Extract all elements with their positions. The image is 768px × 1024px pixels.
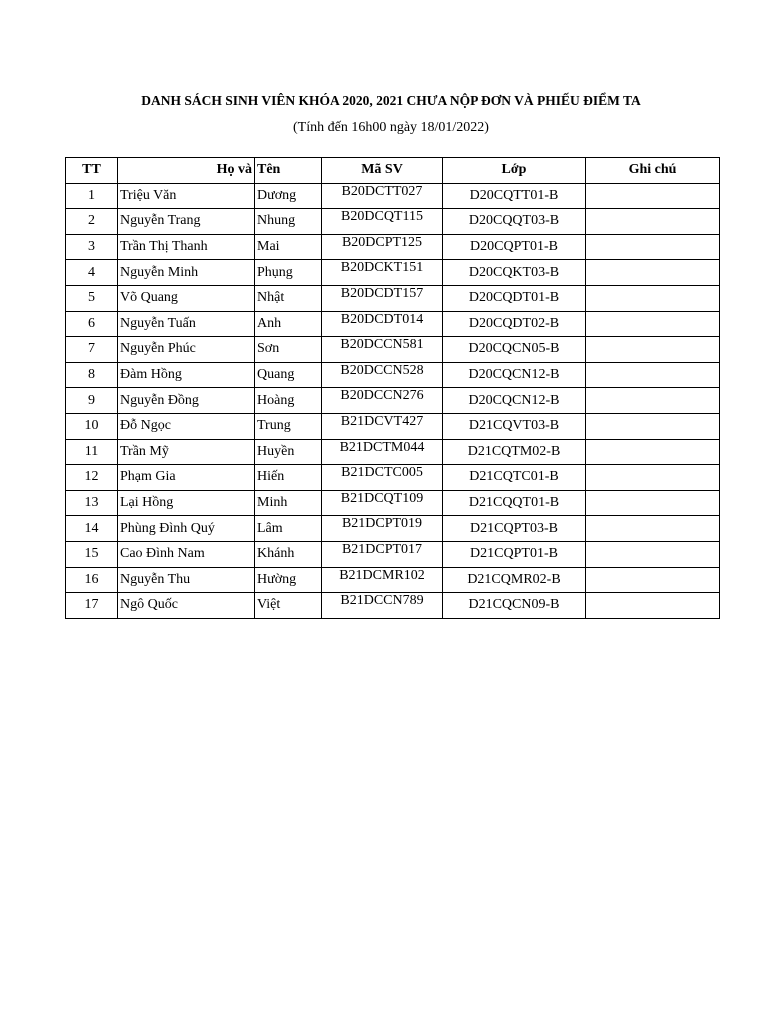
cell-ghi-chu bbox=[586, 516, 720, 542]
cell-ghi-chu bbox=[586, 465, 720, 491]
cell-tt: 16 bbox=[66, 567, 118, 593]
table-row bbox=[66, 311, 720, 337]
table-row bbox=[66, 465, 720, 491]
cell-lop: D21CQMR02-B bbox=[443, 567, 586, 593]
cell-tt: 8 bbox=[66, 362, 118, 388]
cell-lop: D20CQKT03-B bbox=[443, 260, 586, 286]
cell-lop: D21CQTM02-B bbox=[443, 439, 586, 465]
cell-tt: 17 bbox=[66, 593, 118, 619]
cell-ho: Đàm Hồng bbox=[118, 362, 255, 388]
cell-ma-sv: B21DCTC005 bbox=[322, 465, 443, 491]
cell-ma-sv: B20DCQT115 bbox=[322, 209, 443, 235]
cell-ma-sv: B21DCQT109 bbox=[322, 490, 443, 516]
table-header-row bbox=[66, 158, 720, 184]
cell-ho: Võ Quang bbox=[118, 285, 255, 311]
cell-ho: Nguyễn Đồng bbox=[118, 388, 255, 414]
cell-ma-sv: B21DCPT017 bbox=[322, 541, 443, 567]
cell-ho: Nguyễn Minh bbox=[118, 260, 255, 286]
cell-ghi-chu bbox=[586, 311, 720, 337]
cell-ma-sv: B21DCTM044 bbox=[322, 439, 443, 465]
cell-lop: D20CQTT01-B bbox=[443, 183, 586, 209]
cell-tt: 11 bbox=[66, 439, 118, 465]
cell-ghi-chu bbox=[586, 183, 720, 209]
cell-ghi-chu bbox=[586, 541, 720, 567]
cell-lop: D20CQCN05-B bbox=[443, 337, 586, 363]
cell-tt: 2 bbox=[66, 209, 118, 235]
cell-tt: 4 bbox=[66, 260, 118, 286]
table-row bbox=[66, 337, 720, 363]
cell-ma-sv: B20DCCN276 bbox=[322, 388, 443, 414]
cell-ma-sv: B20DCPT125 bbox=[322, 234, 443, 260]
cell-ho: Ngô Quốc bbox=[118, 593, 255, 619]
cell-tt: 3 bbox=[66, 234, 118, 260]
cell-tt: 13 bbox=[66, 490, 118, 516]
header-ma-sv: Mã SV bbox=[322, 158, 443, 184]
cell-ho: Trần Mỹ bbox=[118, 439, 255, 465]
cell-tt: 1 bbox=[66, 183, 118, 209]
cell-ho: Triệu Văn bbox=[118, 183, 255, 209]
table-row bbox=[66, 439, 720, 465]
cell-ghi-chu bbox=[586, 260, 720, 286]
cell-lop: D20CQCN12-B bbox=[443, 388, 586, 414]
cell-ten: Minh bbox=[255, 490, 322, 516]
cell-ten: Hường bbox=[255, 567, 322, 593]
cell-ho: Trần Thị Thanh bbox=[118, 234, 255, 260]
cell-ghi-chu bbox=[586, 362, 720, 388]
cell-ten: Sơn bbox=[255, 337, 322, 363]
table-row bbox=[66, 260, 720, 286]
header-lop: Lớp bbox=[443, 158, 586, 184]
cell-ma-sv: B20DCCN581 bbox=[322, 337, 443, 363]
cell-tt: 12 bbox=[66, 465, 118, 491]
cell-ten: Nhung bbox=[255, 209, 322, 235]
header-ten: Tên bbox=[255, 158, 322, 184]
cell-lop: D21CQPT03-B bbox=[443, 516, 586, 542]
cell-ma-sv: B20DCTT027 bbox=[322, 183, 443, 209]
cell-ten: Hoàng bbox=[255, 388, 322, 414]
cell-lop: D20CQDT01-B bbox=[443, 285, 586, 311]
cell-ma-sv: B21DCMR102 bbox=[322, 567, 443, 593]
cell-ghi-chu bbox=[586, 388, 720, 414]
cell-tt: 5 bbox=[66, 285, 118, 311]
cell-ghi-chu bbox=[586, 593, 720, 619]
cell-tt: 14 bbox=[66, 516, 118, 542]
table-row bbox=[66, 285, 720, 311]
header-ghi-chu: Ghi chú bbox=[586, 158, 720, 184]
cell-ho: Nguyễn Tuấn bbox=[118, 311, 255, 337]
table-row bbox=[66, 183, 720, 209]
cell-ten: Hiến bbox=[255, 465, 322, 491]
cell-tt: 7 bbox=[66, 337, 118, 363]
table-row bbox=[66, 388, 720, 414]
cell-ghi-chu bbox=[586, 490, 720, 516]
cell-ma-sv: B20DCDT014 bbox=[322, 311, 443, 337]
cell-tt: 10 bbox=[66, 413, 118, 439]
table-row bbox=[66, 541, 720, 567]
cell-ho: Cao Đình Nam bbox=[118, 541, 255, 567]
cell-ma-sv: B21DCVT427 bbox=[322, 413, 443, 439]
header-ho: Họ và bbox=[118, 158, 255, 184]
cell-ghi-chu bbox=[586, 209, 720, 235]
table-row bbox=[66, 567, 720, 593]
cell-lop: D20CQDT02-B bbox=[443, 311, 586, 337]
cell-ho: Nguyễn Trang bbox=[118, 209, 255, 235]
student-table bbox=[65, 157, 720, 619]
cell-ten: Trung bbox=[255, 413, 322, 439]
cell-ten: Anh bbox=[255, 311, 322, 337]
cell-ghi-chu bbox=[586, 285, 720, 311]
cell-ten: Quang bbox=[255, 362, 322, 388]
cell-ten: Mai bbox=[255, 234, 322, 260]
table-row bbox=[66, 362, 720, 388]
cell-ten: Phụng bbox=[255, 260, 322, 286]
cell-lop: D20CQQT03-B bbox=[443, 209, 586, 235]
cell-lop: D21CQTC01-B bbox=[443, 465, 586, 491]
cell-ten: Khánh bbox=[255, 541, 322, 567]
cell-lop: D21CQPT01-B bbox=[443, 541, 586, 567]
cell-tt: 9 bbox=[66, 388, 118, 414]
table-row bbox=[66, 413, 720, 439]
table-row bbox=[66, 593, 720, 619]
cell-ghi-chu bbox=[586, 337, 720, 363]
cell-lop: D21CQQT01-B bbox=[443, 490, 586, 516]
cell-tt: 15 bbox=[66, 541, 118, 567]
cell-lop: D21CQVT03-B bbox=[443, 413, 586, 439]
cell-ho: Nguyễn Phúc bbox=[118, 337, 255, 363]
cell-ho: Phạm Gia bbox=[118, 465, 255, 491]
cell-tt: 6 bbox=[66, 311, 118, 337]
cell-ten: Nhật bbox=[255, 285, 322, 311]
cell-ma-sv: B20DCKT151 bbox=[322, 260, 443, 286]
cell-ghi-chu bbox=[586, 234, 720, 260]
cell-ma-sv: B20DCCN528 bbox=[322, 362, 443, 388]
cell-ho: Đỗ Ngọc bbox=[118, 413, 255, 439]
cell-lop: D21CQCN09-B bbox=[443, 593, 586, 619]
cell-ten: Huyền bbox=[255, 439, 322, 465]
table-row bbox=[66, 490, 720, 516]
cell-ho: Lại Hồng bbox=[118, 490, 255, 516]
cell-ghi-chu bbox=[586, 439, 720, 465]
table-row bbox=[66, 209, 720, 235]
cell-lop: D20CQPT01-B bbox=[443, 234, 586, 260]
table-row bbox=[66, 234, 720, 260]
cell-ho: Phùng Đình Quý bbox=[118, 516, 255, 542]
cell-ma-sv: B21DCPT019 bbox=[322, 516, 443, 542]
cell-ghi-chu bbox=[586, 413, 720, 439]
table-row bbox=[66, 516, 720, 542]
cell-ghi-chu bbox=[586, 567, 720, 593]
cell-ten: Việt bbox=[255, 593, 322, 619]
cell-ma-sv: B21DCCN789 bbox=[322, 593, 443, 619]
document-subtitle: (Tính đến 16h00 ngày 18/01/2022) bbox=[293, 120, 489, 135]
document-title: DANH SÁCH SINH VIÊN KHÓA 2020, 2021 CHƯA NỘP ĐƠN VÀ PHIẾU ĐIỂM TA bbox=[141, 93, 641, 108]
cell-ma-sv: B20DCDT157 bbox=[322, 285, 443, 311]
cell-lop: D20CQCN12-B bbox=[443, 362, 586, 388]
cell-ten: Dương bbox=[255, 183, 322, 209]
cell-ho: Nguyễn Thu bbox=[118, 567, 255, 593]
cell-ten: Lâm bbox=[255, 516, 322, 542]
header-tt: TT bbox=[66, 158, 118, 184]
